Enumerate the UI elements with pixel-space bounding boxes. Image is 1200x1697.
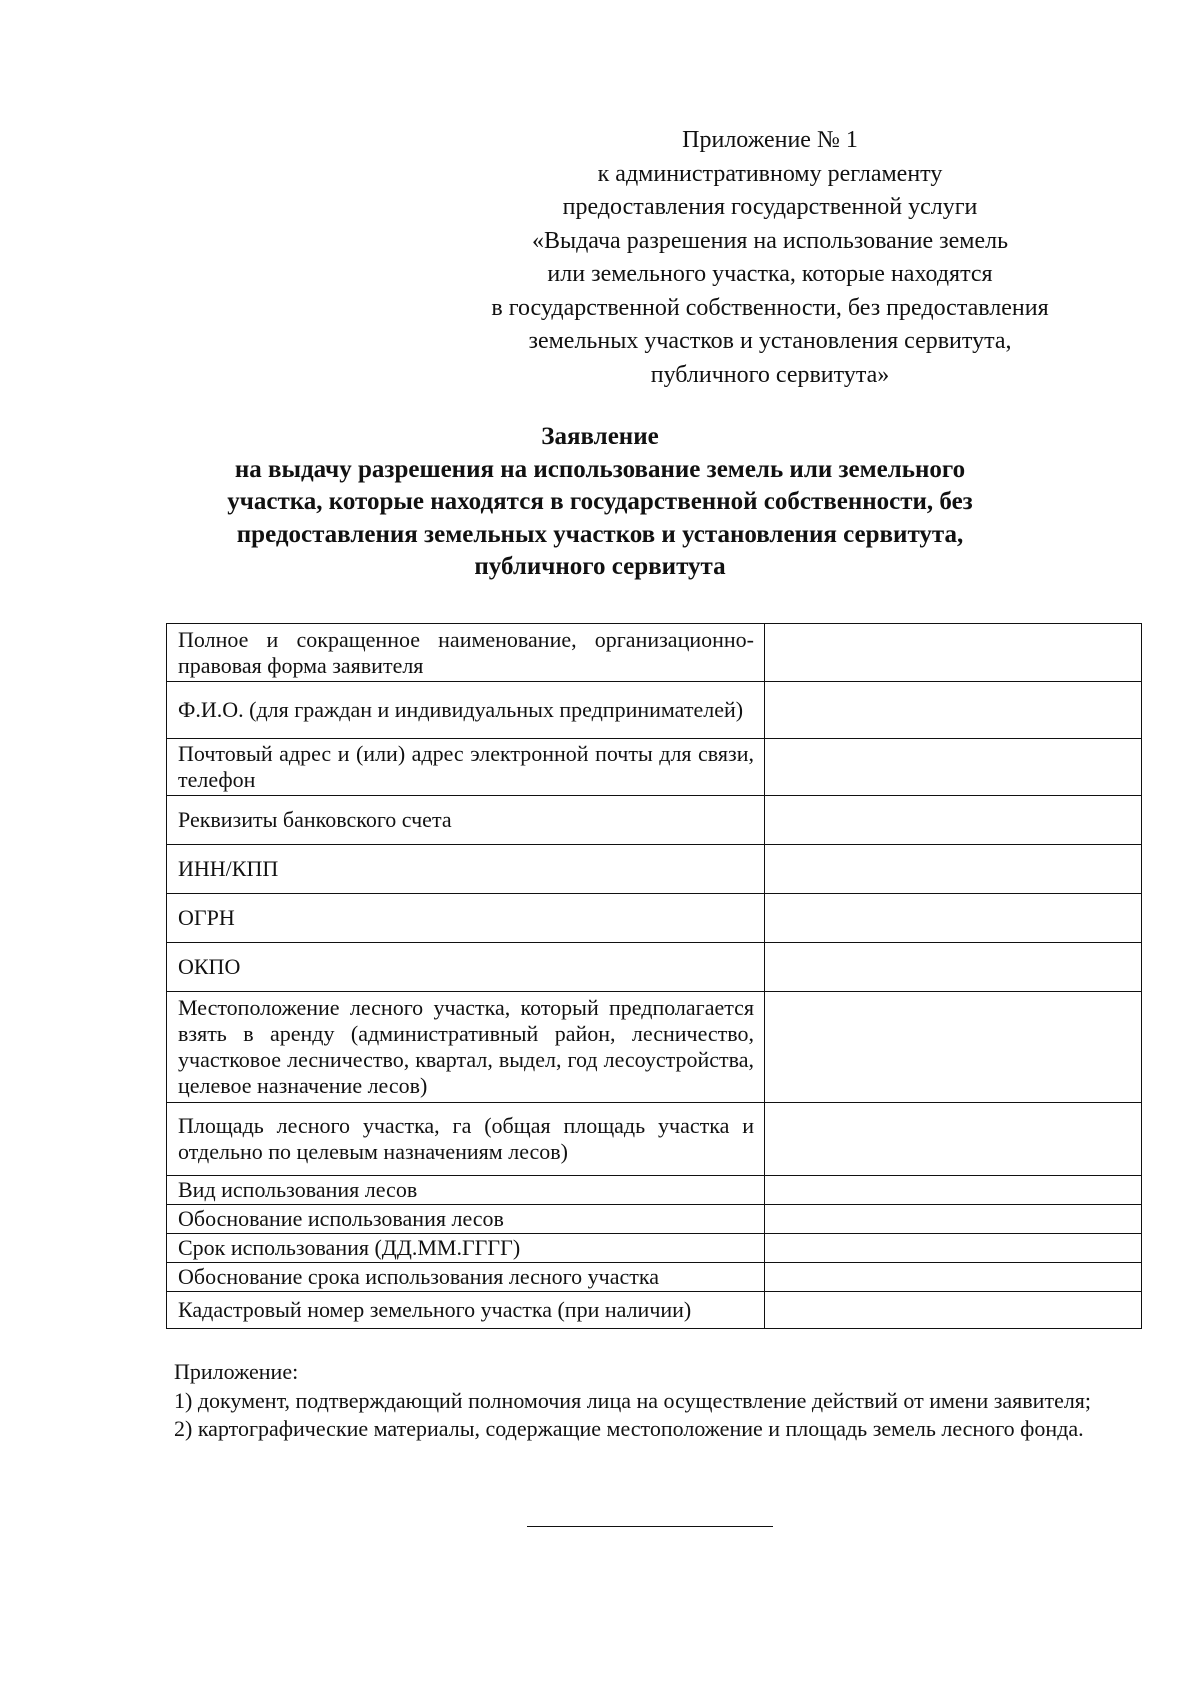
field-label: Обоснование использования лесов (167, 1205, 765, 1234)
field-label: Местоположение лесного участка, который предполагается взять в аренду (административный район, лесничество, участковое лесничество, квартал, выдел, год лесоустройства, целевое назначение лесов) (167, 992, 765, 1103)
table-row (167, 624, 1142, 682)
table-row (167, 894, 1142, 943)
appendix-header-line: или земельного участка, которые находятся (547, 261, 993, 287)
field-value-cell[interactable] (765, 1176, 1142, 1205)
field-value-cell[interactable] (765, 1205, 1142, 1234)
appendix-header-line: «Выдача разрешения на использование земель (531, 227, 1009, 254)
document-title (160, 421, 1040, 584)
field-label: Обоснование срока использования лесного участка (167, 1263, 765, 1292)
field-value-cell[interactable] (765, 1263, 1142, 1292)
field-value-cell[interactable] (765, 1103, 1142, 1176)
attachments-heading: Приложение: (174, 1359, 299, 1384)
appendix-header-line: земельных участков и установления сервитута, (528, 328, 1012, 354)
field-value-cell[interactable] (765, 943, 1142, 992)
appendix-header (430, 124, 1110, 392)
appendix-header-line: публичного сервитута» (650, 361, 890, 388)
table-row (167, 992, 1142, 1103)
appendix-header-line: предоставления государственной услуги (562, 194, 978, 220)
field-value-cell[interactable] (765, 682, 1142, 739)
table-row (167, 739, 1142, 796)
field-label: Полное и сокращенное наименование, организационно-правовая форма заявителя (167, 624, 765, 682)
table-row (167, 682, 1142, 739)
field-label: Срок использования (ДД.ММ.ГГГГ) (167, 1234, 765, 1263)
field-label: ОКПО (167, 943, 765, 992)
field-label: ОГРН (167, 894, 765, 943)
field-label: Вид использования лесов (167, 1176, 765, 1205)
table-row (167, 1103, 1142, 1176)
document-title-line: публичного сервитута (474, 553, 726, 580)
field-value-cell[interactable] (765, 992, 1142, 1103)
field-label: Кадастровый номер земельного участка (при наличии) (167, 1292, 765, 1329)
table-row (167, 845, 1142, 894)
field-value-cell[interactable] (765, 739, 1142, 796)
attachments-section (174, 1358, 1124, 1444)
appendix-header-line: Приложение № 1 (682, 127, 858, 153)
field-label: Площадь лесного участка, га (общая площадь участка и отдельно по целевым назначениям лесов) (167, 1103, 765, 1176)
table-row (167, 1176, 1142, 1205)
table-row (167, 1292, 1142, 1329)
document-title-line: Заявление (541, 423, 659, 450)
field-value-cell[interactable] (765, 796, 1142, 845)
field-label: Реквизиты банковского счета (167, 796, 765, 845)
table-row (167, 796, 1142, 845)
appendix-header-line: в государственной собственности, без предоставления (491, 294, 1049, 321)
field-label: Почтовый адрес и (или) адрес электронной почты для связи, телефон (167, 739, 765, 796)
field-value-cell[interactable] (765, 894, 1142, 943)
field-label: Ф.И.О. (для граждан и индивидуальных предпринимателей) (167, 682, 765, 739)
field-value-cell[interactable] (765, 1292, 1142, 1329)
application-form-table (166, 623, 1142, 1329)
table-row (167, 1205, 1142, 1234)
appendix-header-line: к административному регламенту (597, 160, 943, 187)
table-row (167, 943, 1142, 992)
field-value-cell[interactable] (765, 1234, 1142, 1263)
document-title-line: на выдачу разрешения на использование земель или земельного (234, 455, 966, 483)
table-row (167, 1263, 1142, 1292)
field-value-cell[interactable] (765, 624, 1142, 682)
document-title-line: участка, которые находятся в государственной собственности, без (227, 488, 973, 515)
table-row (167, 1234, 1142, 1263)
field-label: ИНН/КПП (167, 845, 765, 894)
signature-line (527, 1526, 773, 1527)
attachment-item: 2) картографические материалы, содержащие местоположение и площадь земель лесного фонда. (174, 1416, 1084, 1441)
field-value-cell[interactable] (765, 845, 1142, 894)
attachment-item: 1) документ, подтверждающий полномочия лица на осуществление действий от имени заявителя; (174, 1387, 1092, 1413)
document-title-line: предоставления земельных участков и установления сервитута, (236, 520, 964, 548)
